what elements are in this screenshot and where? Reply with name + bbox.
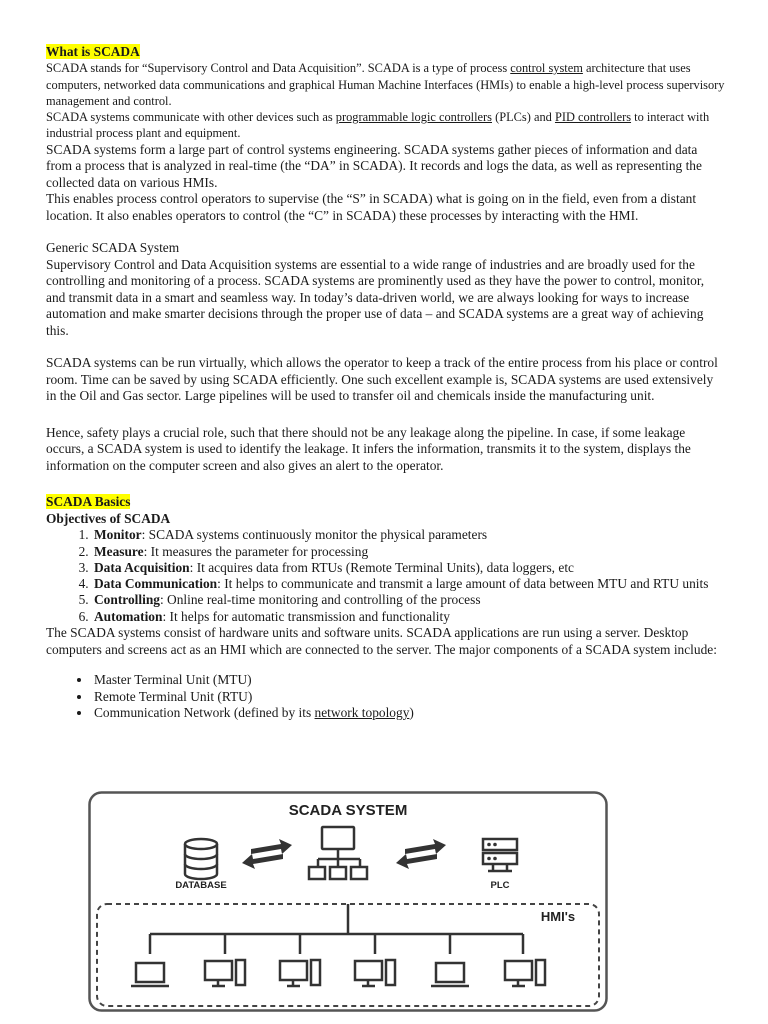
objective-term: Measure <box>94 543 144 559</box>
objective-text: : It acquires data from RTUs (Remote Terminal Units), data loggers, etc <box>189 559 574 575</box>
objective-text: : Online real-time monitoring and controlling of the process <box>159 592 481 608</box>
components-list <box>46 672 726 722</box>
objectives-list <box>46 527 726 625</box>
section-heading-what-is-scada: What is SCADA <box>46 44 140 59</box>
objective-text: : It helps to communicate and transmit a large amount of data between MTU and RTU units <box>217 576 709 592</box>
list-item <box>92 576 726 592</box>
paragraph-generic-2: SCADA systems can be run virtually, which allows the operator to keep a track of the entire process from his place or control room. Time can be saved by using SCADA efficiently. One such excellent example is, SCADA systems are used extensively in the Oil and Gas sector. Large pipelines will be used to transfer oil and chemicals inside the manufacturing unit. <box>46 355 718 404</box>
subheading-generic-scada: Generic SCADA System <box>46 240 180 256</box>
objective-term: Data Acquisition <box>94 559 190 575</box>
paragraph-generic-1: Supervisory Control and Data Acquisition systems are essential to a wide range of industries and are broadly used for the controlling and monitoring of a process. SCADA systems are prominently used as they have the power to control, monitor, and transmit data in a smart and seamless way. In today’s data-driven world, we are always looking for ways to increase automation and make smarter decisions through the proper use of data – and SCADA systems are a great way of achieving this. <box>46 256 705 338</box>
pid-controllers-link[interactable]: PID controllers <box>554 110 632 125</box>
objective-term: Monitor <box>94 527 142 543</box>
objective-term: Automation <box>94 608 163 624</box>
communication-text-a: SCADA systems communicate with other devices such as <box>46 110 336 125</box>
subheading-objectives <box>46 511 726 528</box>
diagram-title: SCADA SYSTEM <box>288 802 408 819</box>
objectives-label: Objectives of SCADA <box>46 510 171 526</box>
definition-text-b: architecture that uses computers, networked data communications and graphical Human Machine Interfaces (HMIs) to enable a high-level process supervisory management and control. <box>46 61 725 108</box>
section-heading-scada-basics: SCADA Basics <box>46 494 131 510</box>
list-item: • Master Terminal Unit (MTU) <box>92 672 726 689</box>
objective-text: : It helps for automatic transmission and functionality <box>162 608 450 624</box>
document-page <box>46 44 726 722</box>
definition-text-a: SCADA stands for “Supervisory Control and Data Acquisition”. SCADA is a type of process <box>46 61 511 76</box>
objective-term: Controlling <box>94 592 160 608</box>
database-label: DATABASE <box>175 880 227 891</box>
list-item <box>92 527 726 543</box>
objective-text: : SCADA systems continuously monitor the physical parameters <box>141 527 488 543</box>
scada-system-diagram <box>88 791 608 1012</box>
component-text-b: ) <box>409 705 414 721</box>
network-topology-link[interactable]: network topology <box>314 705 410 721</box>
paragraph-generic-3: Hence, safety plays a crucial role, such that there should not be any leakage along the pipeline. In case, if some leakage occurs, a SCADA system is used to identify the leakage. It infers the information, transmits it to the system, displays the information on the computer screen and also gives an alert to the operator. <box>46 424 691 473</box>
diagram-frame <box>90 793 607 1011</box>
plc-label: PLC <box>490 880 510 891</box>
paragraph-control-systems: SCADA systems form a large part of control systems engineering. SCADA systems gather pieces of information and data from a process that is analyzed in real-time (the “DA” in SCADA). It records and logs the data, as well as representing the collected data on various HMIs. <box>46 141 702 190</box>
what-is-scada-block <box>46 44 726 142</box>
section-heading-scada-basics-line <box>46 494 726 511</box>
objective-term: Data Communication <box>94 576 218 592</box>
list-item <box>92 560 726 576</box>
communication-text-b: (PLCs) and <box>491 110 555 125</box>
hmi-label: HMI's <box>540 909 576 924</box>
component-text-a: Communication Network (defined by its <box>94 705 315 721</box>
communication-text-c: to interact with industrial process plant and equipment. <box>46 110 710 141</box>
paragraph-components: The SCADA systems consist of hardware units and software units. SCADA applications are run using a server. Desktop computers and screens act as an HMI which are connected to the server. The major components of a SCADA system include: <box>46 625 717 657</box>
list-item: • Remote Terminal Unit (RTU) <box>92 689 726 706</box>
control-system-link[interactable]: control system <box>510 61 583 76</box>
list-item <box>92 592 726 608</box>
objective-text: : It measures the parameter for processing <box>143 543 369 559</box>
paragraph-operators: This enables process control operators to supervise (the “S” in SCADA) what is going on in the field, even from a distant location. It also enables operators to control (the “C” in SCADA) these processes by interacting with the HMI. <box>46 191 697 223</box>
list-item <box>92 609 726 625</box>
list-item <box>92 544 726 560</box>
plc-link[interactable]: programmable logic controllers <box>335 110 492 125</box>
list-item <box>92 705 726 722</box>
